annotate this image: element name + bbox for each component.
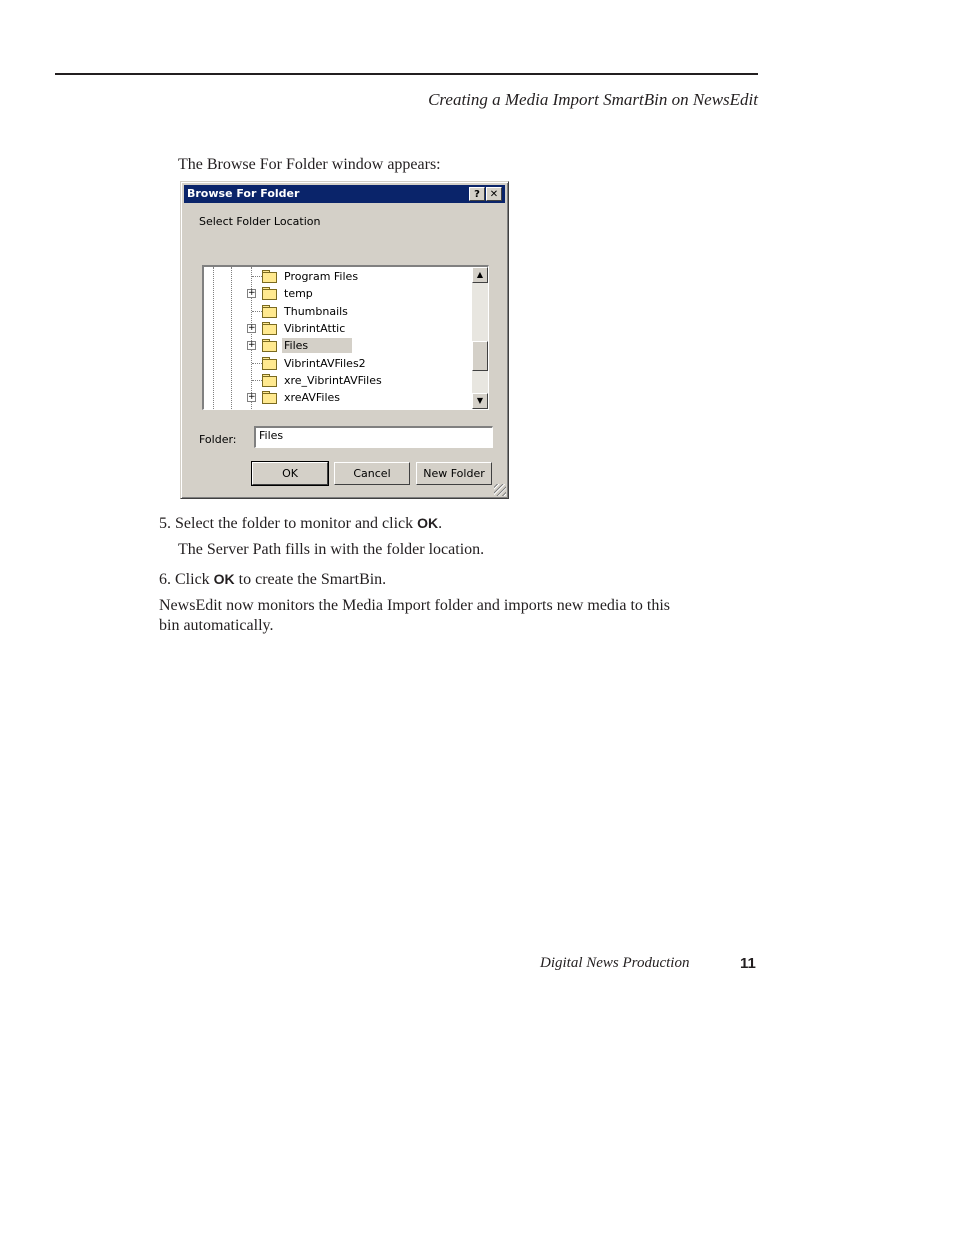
- tree-item-label: Program Files: [284, 270, 359, 283]
- step-5-number: 5.: [159, 515, 171, 532]
- folder-input[interactable]: Files: [254, 426, 493, 448]
- tree-item[interactable]: [204, 337, 472, 354]
- page-number: 11: [740, 955, 756, 972]
- help-icon: ?: [474, 189, 480, 200]
- tree-item[interactable]: [204, 389, 472, 406]
- dialog-titlebar: [184, 185, 505, 203]
- step-6-text-end: to create the SmartBin.: [234, 571, 387, 588]
- expand-icon[interactable]: +: [248, 322, 256, 333]
- tree-connector: [252, 311, 262, 312]
- folder-icon: [262, 374, 277, 386]
- folder-icon: [262, 391, 277, 403]
- footer-title: Digital News Production: [540, 955, 690, 971]
- dialog-title: Browse For Folder: [187, 187, 300, 200]
- close-button[interactable]: [486, 187, 502, 201]
- intro-text: The Browse For Folder window appears:: [178, 156, 441, 173]
- folder-icon: [262, 287, 277, 299]
- tree-item[interactable]: [204, 268, 472, 285]
- help-button[interactable]: [469, 187, 485, 201]
- step-6-ui-term: OK: [213, 571, 235, 587]
- scroll-down-button[interactable]: [472, 393, 488, 409]
- tree-connector: [252, 276, 262, 277]
- closing-line-2: bin automatically.: [159, 617, 274, 634]
- scroll-thumb[interactable]: [472, 341, 488, 371]
- tree-item-label: Files: [282, 338, 352, 353]
- folder-field-label: Folder:: [199, 433, 237, 446]
- arrow-up-icon: ▲: [476, 270, 484, 279]
- arrow-down-icon: ▼: [476, 396, 484, 405]
- expand-icon[interactable]: +: [248, 288, 256, 299]
- resize-grip-icon[interactable]: [494, 484, 506, 496]
- ok-button[interactable]: OK: [252, 462, 328, 485]
- step-6-number: 6.: [159, 571, 171, 588]
- tree-scrollbar[interactable]: [472, 267, 488, 409]
- closing-line-1: NewsEdit now monitors the Media Import folder and imports new media to this: [159, 597, 671, 614]
- select-folder-prompt: Select Folder Location: [199, 215, 321, 228]
- folder-icon: [262, 339, 277, 351]
- tree-item[interactable]: [204, 372, 472, 389]
- step-5-result: The Server Path fills in with the folder location.: [178, 541, 485, 558]
- tree-item[interactable]: [204, 303, 472, 320]
- tree-item-label: VibrintAttic: [284, 321, 346, 335]
- step-6-text: Click: [175, 571, 214, 588]
- tree-item-label: VibrintAVFiles2: [284, 356, 366, 370]
- folder-icon: [262, 322, 277, 334]
- tree-item[interactable]: [204, 355, 472, 372]
- step-5-text-end: .: [438, 515, 443, 532]
- new-folder-button[interactable]: New Folder: [416, 462, 492, 485]
- tree-item-label: Thumbnails: [284, 304, 348, 318]
- closing-paragraph: [159, 596, 670, 636]
- tree-item-label: temp: [284, 287, 313, 301]
- folder-icon: [262, 270, 277, 282]
- browse-for-folder-dialog: [180, 181, 509, 499]
- tree-item-label: xreAVFiles: [284, 391, 341, 405]
- scroll-up-button[interactable]: [472, 267, 488, 283]
- expand-icon[interactable]: +: [248, 392, 256, 403]
- step-6: [159, 569, 386, 590]
- tree-item-label: xre_VibrintAVFiles: [284, 373, 382, 387]
- folder-icon: [262, 357, 277, 369]
- header-rule: [55, 73, 758, 75]
- tree-connector: [252, 380, 262, 381]
- expand-icon[interactable]: +: [248, 340, 256, 351]
- folder-icon: [262, 305, 277, 317]
- tree-connector: [252, 363, 262, 364]
- tree-item[interactable]: [204, 320, 472, 337]
- folder-tree[interactable]: [202, 265, 489, 410]
- step-5: [159, 513, 442, 534]
- tree-item[interactable]: [204, 285, 472, 302]
- close-icon: ✕: [489, 189, 499, 200]
- step-5-ui-term: OK: [417, 515, 439, 531]
- step-5-text: Select the folder to monitor and click: [175, 515, 418, 532]
- cancel-button[interactable]: Cancel: [334, 462, 410, 485]
- running-head: Creating a Media Import SmartBin on NewsEdit: [428, 90, 758, 109]
